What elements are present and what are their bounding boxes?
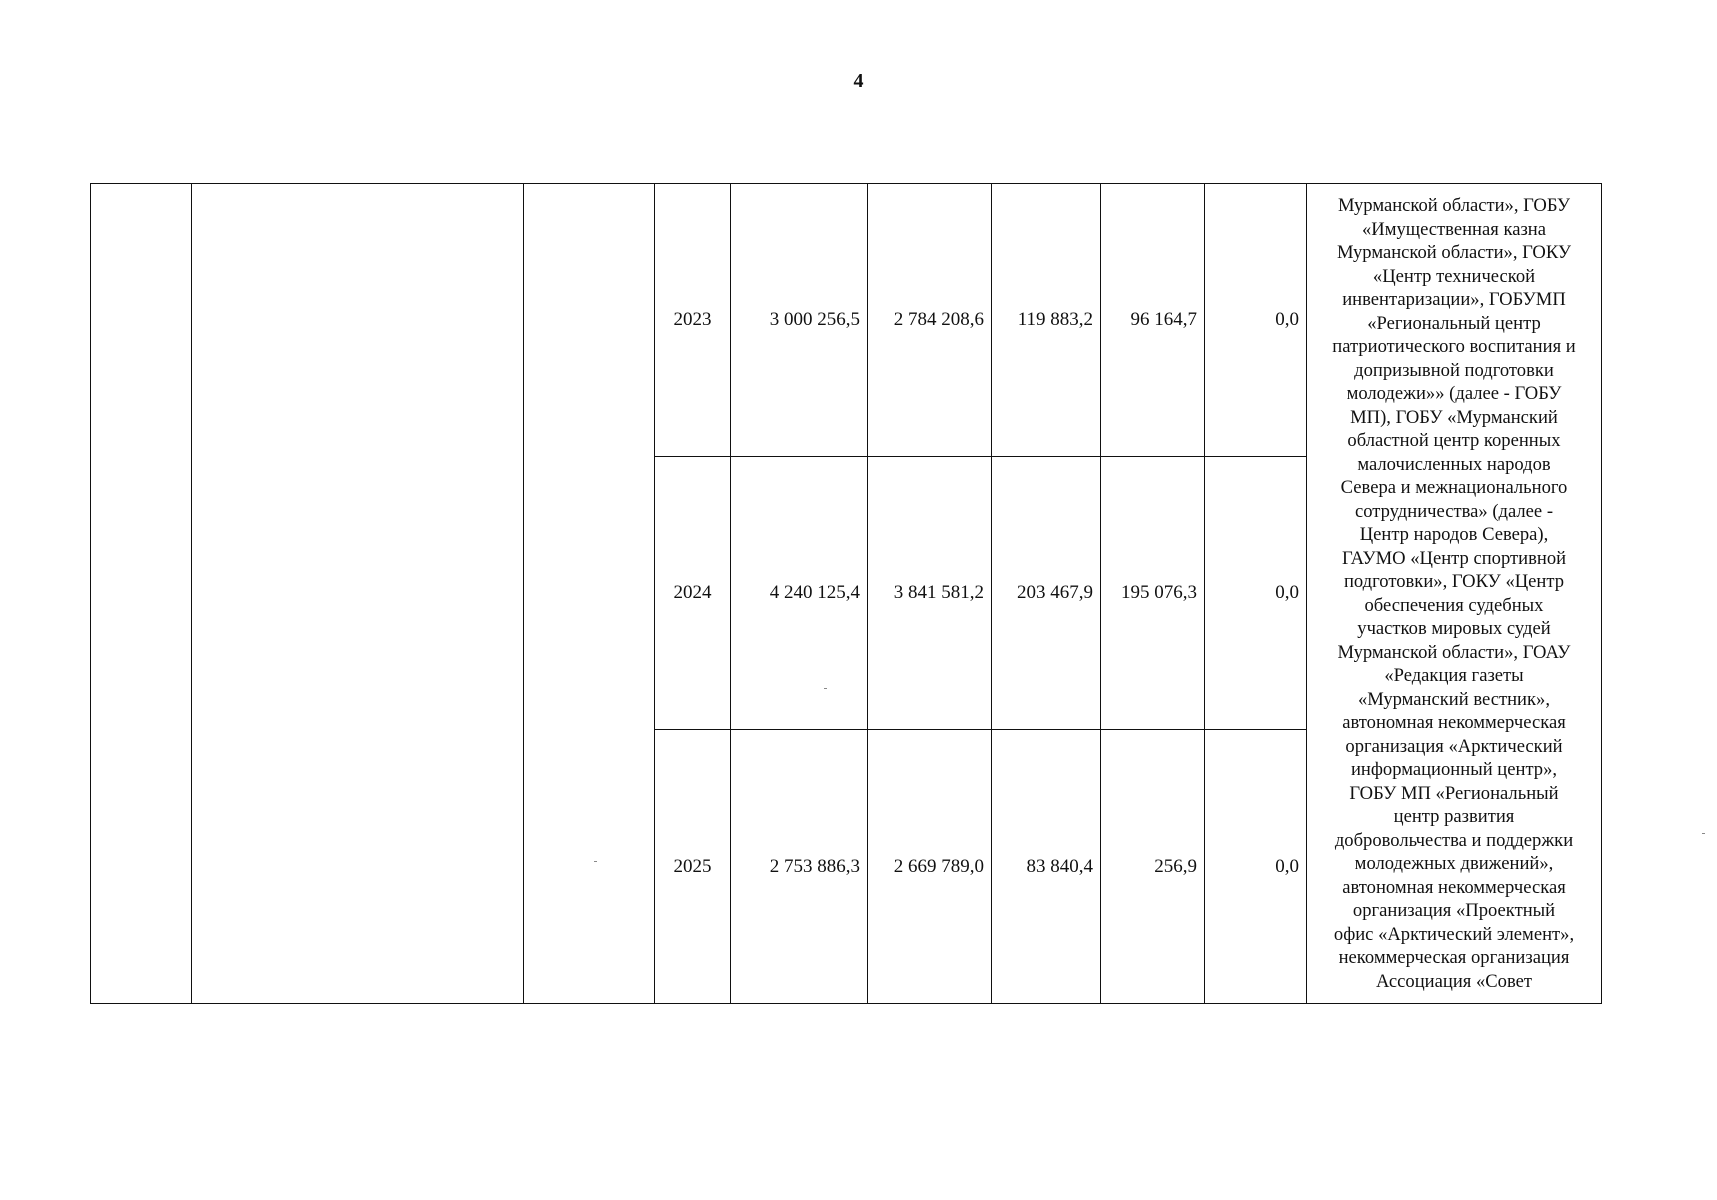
executor-line: малочисленных народов [1357,453,1551,475]
amount-cell: 195 076,3 [1101,457,1205,730]
amount-cell: 0,0 [1205,730,1307,1004]
amount-cell: 119 883,2 [992,184,1101,457]
year-cell: 2023 [655,184,731,457]
executor-line: информационный центр», [1350,759,1558,780]
executor-line: «Региональный центр [1367,312,1541,334]
amount-cell: 0,0 [1205,184,1307,457]
executor-line: «Центр технической [1372,265,1536,287]
total-cell: 2 753 886,3 [731,730,868,1004]
amount-cell: 96 164,7 [1101,184,1205,457]
executor-line: Ассоциация «Совет [1375,970,1533,992]
executor-line: организация «Проектный [1352,900,1556,921]
executor-line: обеспечения судебных [1364,594,1544,616]
blank-cell-number [91,184,192,1004]
executor-line: сотрудничества» (далее - [1354,500,1554,522]
scan-speck [594,861,597,862]
scan-speck [824,688,827,689]
executor-line: МП), ГОБУ «Мурманский [1350,406,1558,428]
executor-line: автономная некоммерческая [1342,876,1566,898]
executor-line: «Мурманский вестник», [1357,688,1550,710]
amount-cell: 2 669 789,0 [868,730,992,1004]
budget-table [90,183,1602,1004]
page-number: 4 [853,70,864,92]
executor-line: областной центр коренных [1347,430,1561,451]
amount-cell: 2 784 208,6 [868,184,992,457]
executors-list [1314,194,1594,993]
executor-line: автономная некоммерческая [1342,712,1566,733]
executor-line: центр развития [1393,806,1515,827]
executors-cell [1307,184,1602,1004]
executor-line: организация «Арктический [1345,735,1563,757]
amount-cell: 203 467,9 [992,457,1101,730]
total-cell: 4 240 125,4 [731,457,868,730]
executor-line: офис «Арктический элемент», [1333,923,1575,945]
year-cell: 2025 [655,730,731,1004]
amount-cell: 3 841 581,2 [868,457,992,730]
amount-cell: 0,0 [1205,457,1307,730]
blank-cell-name [192,184,524,1004]
executor-line: Мурманской области», ГОАУ [1337,641,1571,663]
executor-line: инвентаризации», ГОБУМП [1342,289,1566,310]
executor-line: Центр народов Севера), [1359,524,1549,545]
total-cell: 3 000 256,5 [731,184,868,457]
executor-line: подготовки», ГОКУ «Центр [1343,571,1565,592]
scan-speck [1702,833,1705,834]
executor-line: участков мировых судей [1357,618,1551,639]
blank-cell-term [524,184,655,1004]
executor-line: некоммерческая организация [1338,947,1570,968]
executor-line: «Имущественная казна [1361,218,1547,240]
year-cell: 2024 [655,457,731,730]
executor-line: молодежных движений», [1354,853,1554,874]
amount-cell: 256,9 [1101,730,1205,1004]
executor-line: патриотического воспитания и [1332,336,1576,357]
executor-line: Мурманской области», ГОБУ [1337,195,1571,216]
executor-line: Мурманской области», ГОКУ [1336,242,1572,263]
executor-line: «Редакция газеты [1384,665,1524,686]
executor-line: Севера и межнационального [1340,477,1568,498]
amount-cell: 83 840,4 [992,730,1101,1004]
executor-line: допризывной подготовки [1354,359,1554,381]
executor-line: добровольчества и поддержки [1334,829,1574,851]
table-row [91,184,1602,457]
executor-line: ГАУМО «Центр спортивной [1341,547,1567,569]
executor-line: ГОБУ МП «Региональный [1349,782,1559,804]
executor-line: молодежи»» (далее - ГОБУ [1346,383,1562,404]
